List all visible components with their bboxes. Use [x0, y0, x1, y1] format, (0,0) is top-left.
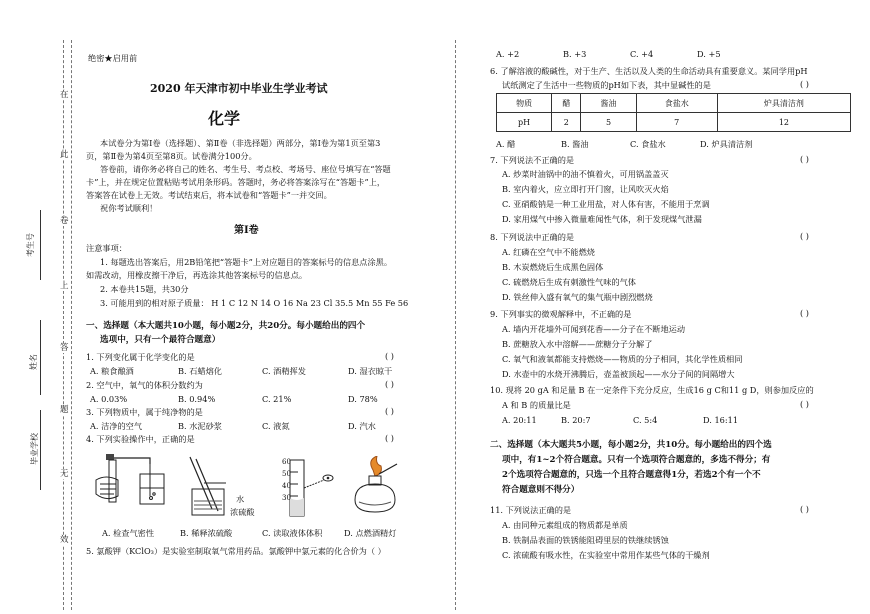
question-stem: 4. 下列实验操作中，正确的是 [86, 434, 195, 444]
answer-paren: ( ) [385, 433, 394, 443]
option: D. 家用煤气中掺入微量难闻性气体，利于发现煤气泄漏 [502, 214, 702, 224]
question-stem: 5. 氯酸钾（KClO₃）是实验室制取氧气常用药品。氯酸钾中氯元素的化合价为（ ） [86, 546, 386, 556]
field-school: 毕业学校 [30, 433, 39, 465]
intro-line: 祝你考试顺利！ [100, 203, 158, 213]
binding-word: 题 [60, 405, 69, 415]
answer-paren: ( ) [385, 379, 394, 389]
notice-line: 1. 每题选出答案后，用2B铅笔把“答题卡”上对应题目的答案标号的信息点涂黑。 [100, 257, 393, 267]
table-cell: 酱油 [581, 94, 636, 113]
subject-title: 化学 [208, 109, 241, 128]
answer-paren: ( ) [800, 308, 809, 318]
question-stem: 10. 现将 20 gA 和足量 B 在一定条件下充分反应，生成16 g C和11 g D，则参加反应的 [490, 385, 814, 395]
option: B. 20:7 [561, 415, 591, 425]
field-line [40, 210, 41, 280]
option: B. 铁制品表面的铁锈能阻碍里层的铁继续锈蚀 [502, 535, 669, 545]
label-acid: 浓硫酸 [230, 507, 255, 517]
option: D. 炉具清洁剂 [700, 139, 753, 149]
table-cell: 炉具清洁剂 [717, 94, 850, 113]
cylinder-tick: 60 [282, 458, 291, 466]
exam-title: 2020 年天津市初中毕业生学业考试 [150, 82, 328, 95]
section2-heading: 2个选项符合题意的，只选一个且符合题意得1分，若选2个有一个不 [502, 470, 761, 480]
question-stem: 11. 下列说法正确的是 [490, 505, 572, 515]
notice-line: 3. 可能用到的相对原子质量： H 1 C 12 N 14 O 16 Na 23 Cl 35.5 Mn 55 Fe 56 [100, 298, 409, 308]
notice-title: 注意事项： [86, 243, 127, 253]
intro-line: 答案答在试卷上无效。考试结束后，将本试卷和“答题卡”一并交回。 [86, 190, 332, 200]
question-stem: 6. 了解溶液的酸碱性，对于生产、生活以及人类的生命活动具有重要意义。某同学用pH [490, 66, 808, 76]
cylinder-tick: 40 [282, 482, 291, 490]
option: C. 读取液体体积 [262, 528, 323, 538]
binding-word: 此 [60, 150, 69, 160]
page-divider [455, 40, 456, 610]
option: C. 食盐水 [630, 139, 666, 149]
section1-heading: 选项中，只有一个最符合题意） [100, 335, 221, 345]
option: A. 0.03% [90, 394, 128, 404]
answer-paren: ( ) [800, 79, 809, 89]
option: C. 浓硫酸有吸水性，在实验室中常用作某些气体的干燥剂 [502, 550, 710, 560]
intro-line: 卡”上，并在规定位置粘贴考试用条形码。答题时，务必将答案涂写在“答题卡”上， [86, 177, 386, 187]
option: B. +3 [563, 49, 587, 59]
field-candidate-number: 考生号 [26, 233, 35, 257]
option: B. 室内着火，应立即打开门窗，让风吹灭火焰 [502, 184, 669, 194]
option: D. 汽水 [348, 421, 376, 431]
binding-word: 卷 [60, 216, 69, 226]
volume-heading: 第Ⅰ卷 [234, 225, 259, 236]
label-water: 水 [236, 494, 245, 504]
option: C. 氧气和液氧都能支持燃烧——物质的分子相同，其化学性质相同 [502, 354, 743, 364]
option: D. 铁丝伸入盛有氧气的集气瓶中剧烈燃烧 [502, 292, 653, 302]
table-cell: 2 [552, 113, 581, 132]
gas-tightness-figure [92, 450, 172, 520]
option: C. 21% [262, 394, 292, 404]
option: D. 点燃酒精灯 [344, 528, 397, 538]
option: C. 亚硝酸钠是一种工业用盐，对人体有害，不能用于烹调 [502, 199, 710, 209]
option: A. 炒菜时油锅中的油不慎着火，可用锅盖盖灭 [502, 169, 669, 179]
notice-line: 如需改动，用橡皮擦干净后，再选涂其他答案标号的信息点。 [86, 270, 308, 280]
option: B. 0.94% [178, 394, 216, 404]
section2-heading: 项中，有1~2个符合题意。只有一个选项符合题意的，多选不得分；有 [502, 455, 771, 465]
table-cell: 5 [581, 113, 636, 132]
alcohol-lamp-figure [345, 456, 405, 522]
option: D. 16:11 [703, 415, 739, 425]
option: A. 检查气密性 [102, 528, 155, 538]
option: A. +2 [496, 49, 520, 59]
option: A. 20:11 [502, 415, 537, 425]
answer-paren: ( ) [800, 399, 809, 409]
option: C. 液氮 [262, 421, 290, 431]
option: B. 稀释浓硫酸 [180, 528, 233, 538]
option: B. 木炭燃烧后生成黑色固体 [502, 262, 604, 272]
option: C. 5:4 [633, 415, 658, 425]
field-line [40, 410, 41, 490]
intro-line: 本试卷分为第Ⅰ卷（选择题）、第Ⅱ卷（非选择题）两部分，第Ⅰ卷为第1页至第3 [100, 138, 381, 148]
option: A. 红磷在空气中不能燃烧 [502, 247, 595, 257]
intro-line: 页，第Ⅱ卷为第4页至第8页。试卷满分100分。 [86, 151, 257, 161]
question-stem: 9. 下列事实的微观解释中，不正确的是 [490, 309, 632, 319]
section2-heading: 二、选择题（本大题共5小题，每小题2分，共10分。每小题给出的四个选 [490, 440, 772, 450]
answer-paren: ( ) [385, 406, 394, 416]
question-stem: 8. 下列说法中正确的是 [490, 232, 575, 242]
binding-word: 在 [60, 90, 69, 100]
option: A. 由同种元素组成的物质都是单质 [502, 520, 628, 530]
binding-word: 效 [60, 535, 69, 545]
option: C. 酒精挥发 [262, 366, 306, 376]
table-cell: 物质 [497, 94, 552, 113]
question-stem: 试纸测定了生活中一些物质的pH如下表，其中显碱性的是 [502, 80, 711, 90]
cylinder-tick: 50 [282, 470, 291, 478]
question-stem: 7. 下列说法不正确的是 [490, 155, 575, 165]
table-cell: 食盐水 [636, 94, 717, 113]
question-stem: 2. 空气中，氧气的体积分数约为 [86, 380, 203, 390]
option: A. 粮食酿酒 [90, 366, 134, 376]
field-name: 姓名 [29, 354, 38, 370]
answer-paren: ( ) [800, 154, 809, 164]
answer-paren: ( ) [385, 351, 394, 361]
field-line [40, 320, 41, 395]
question-stem: 3. 下列物质中，属于纯净物的是 [86, 407, 203, 417]
intro-line: 答卷前，请你务必将自己的姓名、考生号、考点校、考场号、座位号填写在“答题 [100, 164, 391, 174]
binding-word: 答 [60, 343, 69, 353]
option: B. 石蜡熔化 [178, 366, 222, 376]
table-cell: 醋 [552, 94, 581, 113]
question-stem: 1. 下列变化属于化学变化的是 [86, 352, 195, 362]
option: B. 蔗糖放入水中溶解——蔗糖分子分解了 [502, 339, 653, 349]
option: D. 水壶中的水烧开沸腾后，壶盖被顶起——水分子间的间隔增大 [502, 369, 735, 379]
section1-heading: 一、选择题（本大题共10小题，每小题2分，共20分。每小题给出的四个 [86, 321, 366, 331]
option: A. 洁净的空气 [90, 421, 143, 431]
answer-paren: ( ) [800, 231, 809, 241]
table-cell: pH [497, 113, 552, 132]
table-row [497, 113, 851, 132]
option: A. 醋 [496, 139, 516, 149]
binding-word: 无 [60, 469, 69, 479]
binding-word: 上 [60, 281, 69, 291]
ph-table [496, 93, 851, 132]
binding-line-inner [71, 40, 72, 610]
option: D. 湿衣晾干 [348, 366, 393, 376]
question-stem: A 和 B 的质量比是 [502, 400, 571, 410]
notice-line: 2. 本卷共15题，共30分 [100, 284, 189, 294]
option: A. 墙内开花墙外可闻到花香——分子在不断地运动 [502, 324, 686, 334]
table-row [497, 94, 851, 113]
option: C. +4 [630, 49, 654, 59]
table-cell: 7 [636, 113, 717, 132]
binding-line-outer [63, 40, 64, 610]
cylinder-tick: 30 [282, 494, 291, 502]
option: D. 78% [348, 394, 378, 404]
option: C. 硫燃烧后生成有刺激性气味的气体 [502, 277, 636, 287]
option: B. 水泥砂浆 [178, 421, 222, 431]
section2-heading: 符合题意则不得分） [502, 485, 580, 495]
option: D. +5 [697, 49, 721, 59]
confidential-mark: 绝密★启用前 [88, 53, 138, 63]
table-cell: 12 [717, 113, 850, 132]
answer-paren: ( ) [800, 504, 809, 514]
option: B. 酱油 [561, 139, 589, 149]
